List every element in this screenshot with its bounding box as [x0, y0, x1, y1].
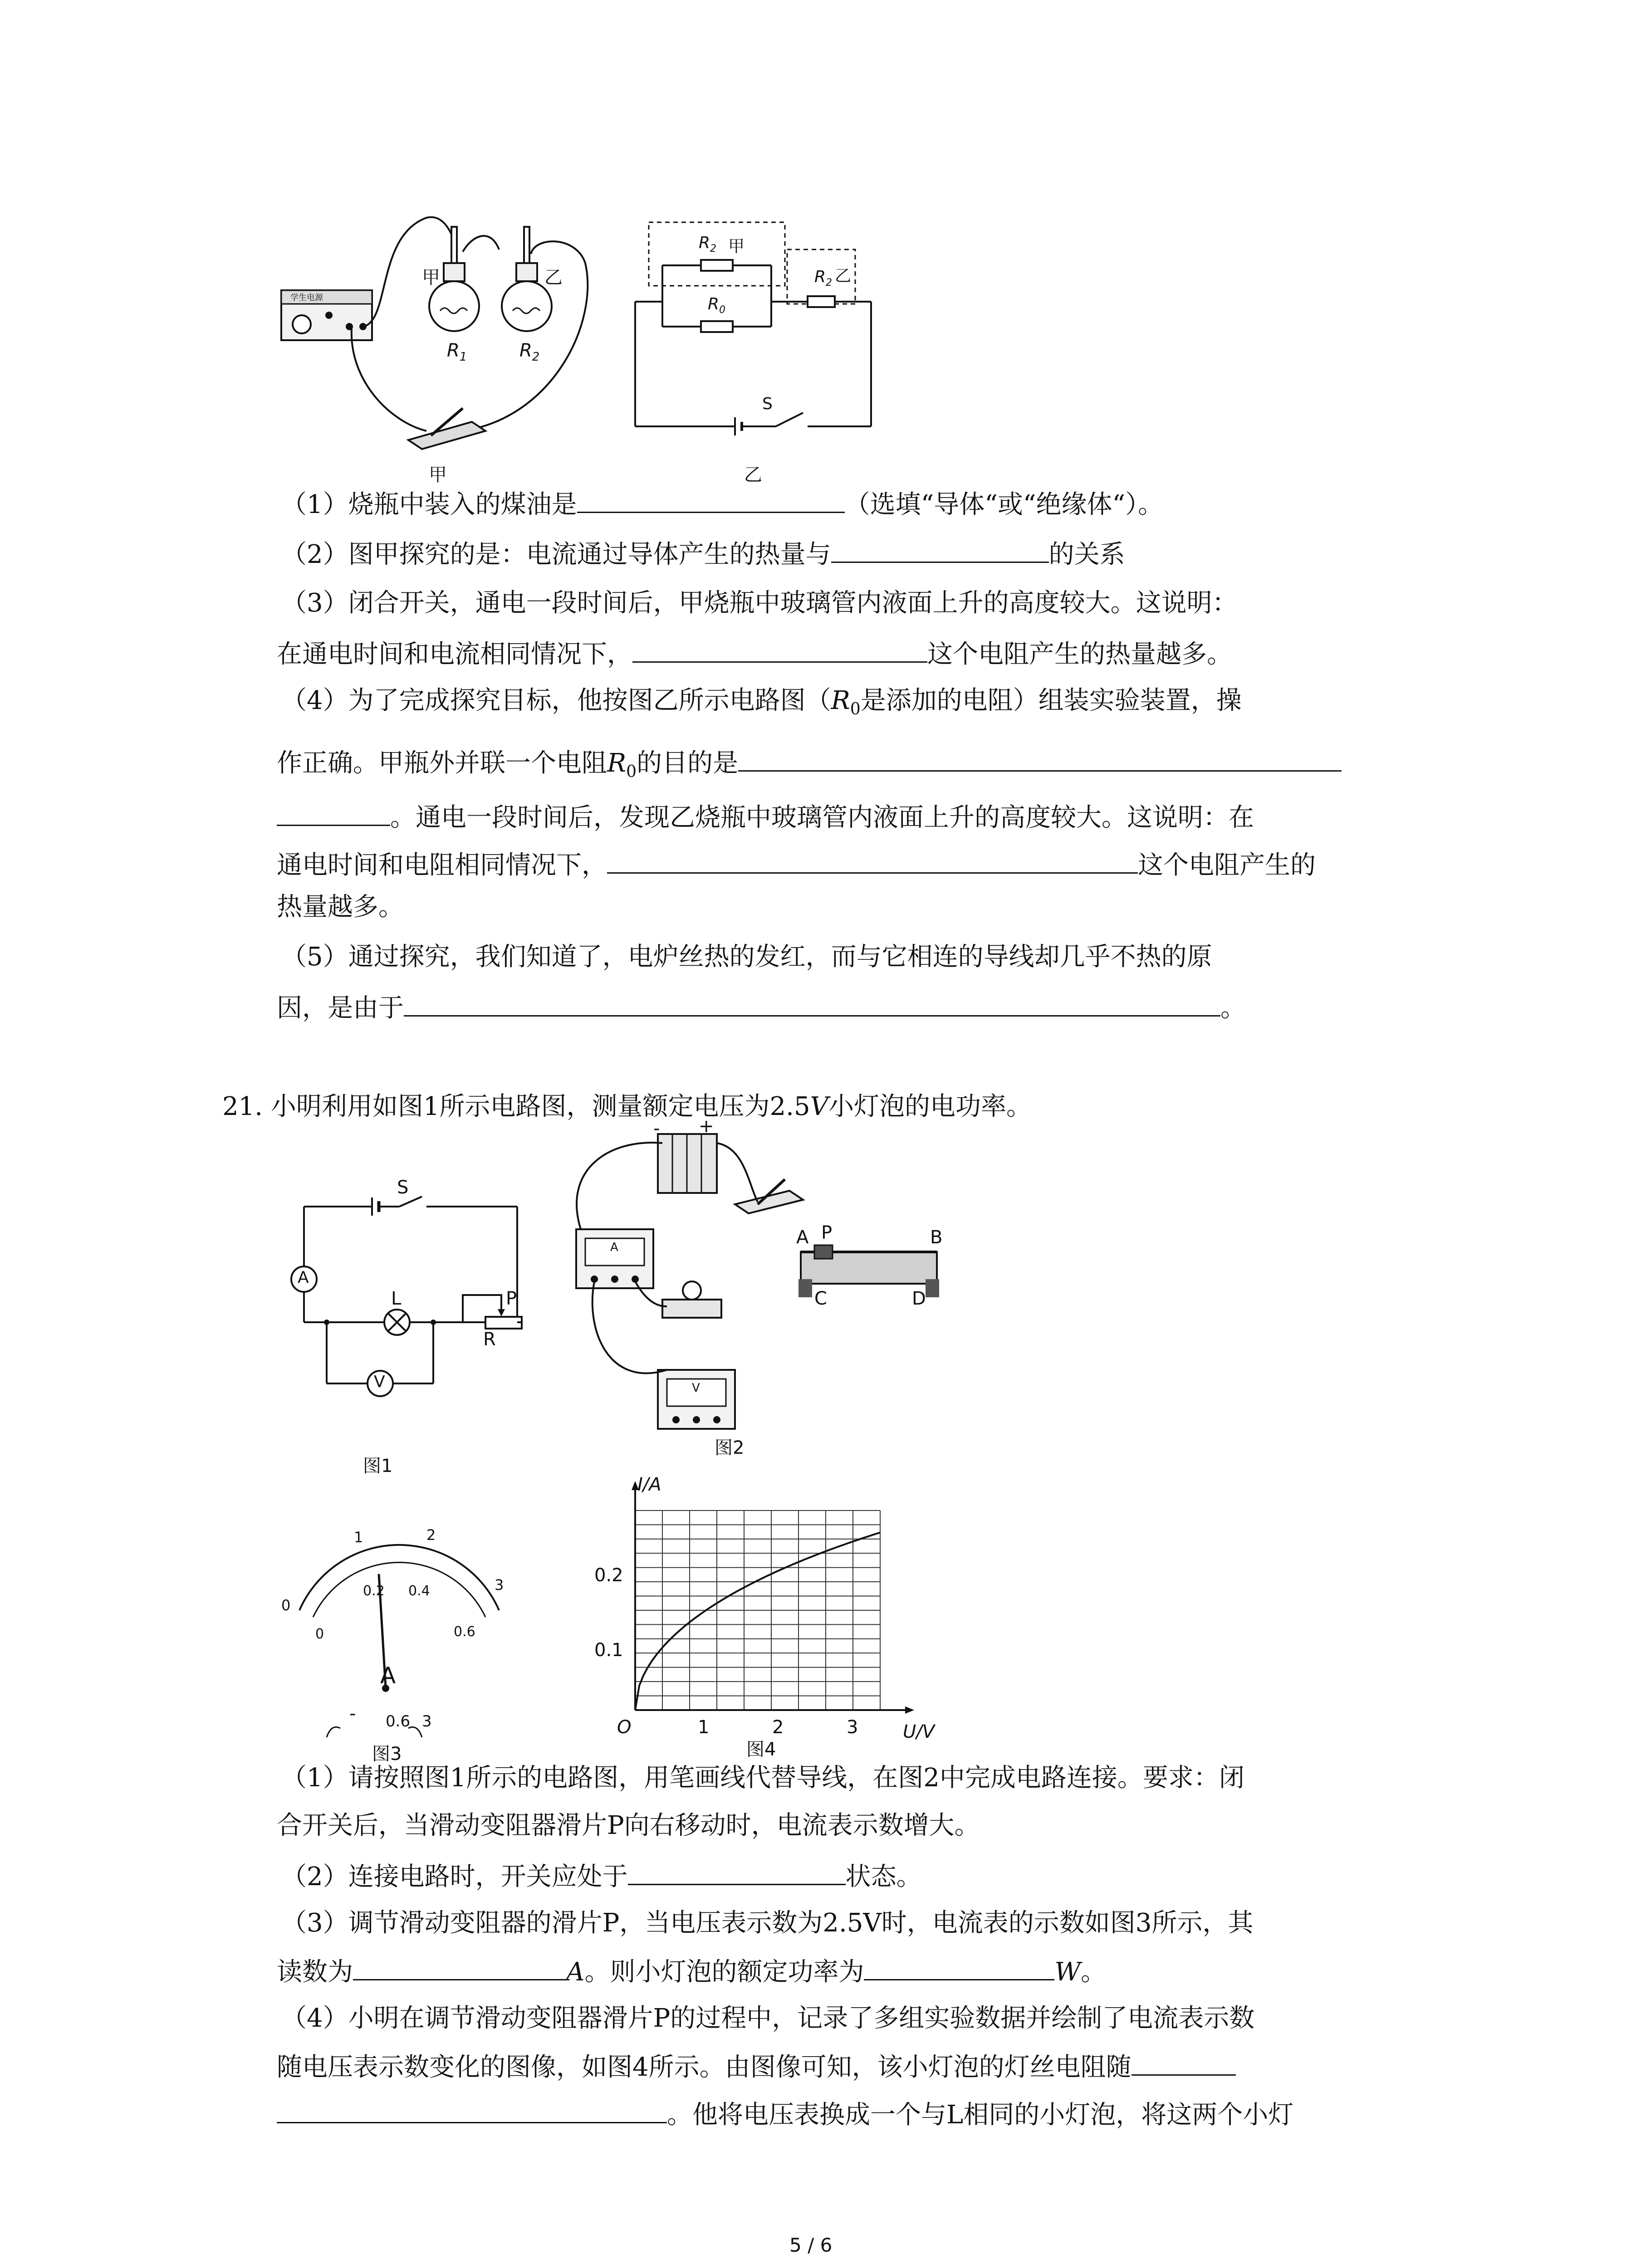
switch-s-label: S	[762, 395, 773, 413]
q20-p2: （2）图甲探究的是：电流通过导体产生的热量与 的关系	[281, 535, 1125, 573]
figure-1	[272, 1175, 554, 1483]
rheostat-r-label: R	[483, 1329, 496, 1350]
q20-p4-line4: 通电时间和电阻相同情况下， 这个电阻产生的	[277, 846, 1316, 884]
voltmeter-symbol: V	[374, 1373, 385, 1391]
q20-p3-line2: 在通电时间和电流相同情况下， 这个电阻产生的热量越多。	[277, 635, 1232, 673]
answer-blank[interactable]	[577, 485, 845, 513]
q20-p4-line5: 热量越多。	[277, 892, 404, 922]
r1-label: $R_1$	[447, 340, 467, 364]
figure-2	[554, 1116, 962, 1470]
q20-p3-line1: （3）闭合开关，通电一段时间后，甲烧瓶中玻璃管内液面上升的高度较大。这说明：	[281, 588, 1238, 618]
graph-xtick-1: 1	[698, 1717, 710, 1738]
answer-blank[interactable]	[831, 535, 1049, 563]
answer-blank[interactable]	[607, 846, 1138, 874]
figure-2-drawing	[554, 1116, 962, 1470]
terminal-06: 0.6	[386, 1712, 411, 1730]
r2-label: $R_2$	[519, 340, 540, 364]
rheostat-p-label: P	[821, 1222, 833, 1243]
dial-unit-a: A	[380, 1662, 396, 1689]
ammeter-face-label: A	[610, 1241, 618, 1254]
answer-blank[interactable]	[628, 1857, 846, 1885]
graph-xtick-3: 3	[847, 1717, 858, 1738]
x-axis-arrow	[905, 1706, 914, 1714]
battery-plus: +	[699, 1116, 714, 1137]
graph-ylabel: I/A	[637, 1474, 661, 1495]
slider-p-label: P	[506, 1288, 517, 1309]
figure-2-caption: 图2	[715, 1437, 745, 1458]
answer-blank[interactable]	[632, 635, 927, 663]
q21-p3-line2: 读数为 A。则小灯泡的额定功率为 W。	[277, 1953, 1106, 1990]
dial-tick-3: 3	[495, 1576, 504, 1593]
graph-ytick-02: 0.2	[594, 1565, 623, 1586]
figure-yi-drawing	[626, 218, 907, 490]
answer-blank[interactable]	[277, 2096, 667, 2123]
figure-yi-caption: 乙	[744, 464, 762, 485]
power-supply-label: 学生电源	[290, 293, 323, 303]
r2-yi-label: $R_2$	[814, 268, 833, 289]
page-number: 5 / 6	[789, 2234, 833, 2256]
dial-tick-1: 1	[354, 1529, 363, 1546]
rheostat-b-label: B	[930, 1227, 943, 1248]
iu-curve	[635, 1533, 880, 1710]
figure-3	[272, 1520, 526, 1765]
battery-minus: -	[653, 1118, 660, 1139]
figure-3-caption: 图3	[372, 1744, 402, 1765]
answer-blank[interactable]	[353, 1953, 566, 1980]
q21-p4-line2: 随电压表示数变化的图像，如图4所示。由图像可知，该小灯泡的灯丝电阻随	[277, 2048, 1236, 2086]
question-number: 21.	[222, 1092, 263, 1121]
q21-p1-line1: （1）请按照图1所示的电路图，用笔画线代替导线，在图2中完成电路连接。要求：闭	[281, 1763, 1244, 1793]
q21-p3-line1: （3）调节滑动变阻器的滑片P，当电压表示数为2.5V时，电流表的示数如图3所示，其	[281, 1908, 1254, 1938]
q20-p4-line1: （4）为了完成探究目标，他按图乙所示电路图（$R_0$是添加的电阻）组装实验装置，操	[281, 686, 1242, 719]
rheostat-d-label: D	[912, 1288, 926, 1309]
q20-p4-line2: 作正确。甲瓶外并联一个电阻$R_0$的目的是	[277, 744, 1342, 790]
answer-blank[interactable]	[864, 1953, 1054, 1980]
graph-ytick-01: 0.1	[594, 1640, 623, 1661]
answer-blank[interactable]	[404, 989, 1220, 1017]
rheostat-c-label: C	[814, 1288, 827, 1309]
q20-p5-line1: （5）通过探究，我们知道了，电炉丝热的发红，而与它相连的导线却几乎不热的原	[281, 942, 1212, 972]
q20-p1: （1）烧瓶中装入的煤油是 （选填“导体“或“绝缘体“）。	[281, 485, 1163, 523]
dial-inner-0: 0	[315, 1626, 324, 1642]
flask-jia-label: 甲	[422, 267, 440, 288]
q21-p2: （2）连接电路时，开关应处于 状态。	[281, 1857, 922, 1895]
q20-p5-line2: 因，是由于 。	[277, 989, 1246, 1026]
switch-s-label: S	[397, 1177, 409, 1198]
q21-p4-line3: 。他将电压表换成一个与L相同的小灯泡，将这两个小灯	[277, 2096, 1293, 2133]
dial-tick-0: 0	[281, 1597, 291, 1614]
q21-p4-line1: （4）小明在调节滑动变阻器滑片P的过程中，记录了多组实验数据并绘制了电流表示数	[281, 2004, 1255, 2033]
lamp-l-label: L	[391, 1288, 402, 1309]
figure-yi	[626, 218, 907, 490]
answer-blank[interactable]	[1132, 2048, 1236, 2076]
dial-inner-02: 0.2	[363, 1583, 385, 1599]
figure-jia-caption: 甲	[429, 464, 447, 485]
q20-p4-line3: 。通电一段时间后，发现乙烧瓶中玻璃管内液面上升的高度较大。这说明：在	[277, 798, 1254, 836]
figure-1-caption: 图1	[363, 1456, 393, 1476]
terminal-3: 3	[422, 1712, 432, 1730]
q21-stem: 21. 小明利用如图1所示电路图，测量额定电压为2.5V小灯泡的电功率。	[222, 1092, 1032, 1121]
dial-inner-04: 0.4	[408, 1583, 430, 1599]
figure-jia-drawing	[272, 209, 617, 490]
flask-yi-label: 乙	[544, 267, 563, 288]
jia-label: 甲	[728, 237, 745, 256]
ammeter-symbol: A	[298, 1268, 309, 1287]
terminal-minus: -	[349, 1703, 356, 1724]
yi-label: 乙	[835, 267, 852, 285]
figure-jia	[272, 209, 617, 490]
answer-blank[interactable]	[738, 744, 1342, 772]
figure-4-caption: 图4	[746, 1739, 776, 1760]
r2-jia-label: $R_2$	[699, 234, 717, 255]
dial-tick-2: 2	[426, 1526, 436, 1544]
graph-xtick-2: 2	[772, 1717, 784, 1738]
r0-label: $R_0$	[708, 295, 726, 316]
graph-origin: O	[617, 1717, 632, 1738]
rheostat-a-label: A	[796, 1227, 809, 1248]
q21-p1-line2: 合开关后，当滑动变阻器滑片P向右移动时，电流表示数增大。	[277, 1811, 980, 1840]
figure-1-drawing	[272, 1175, 554, 1483]
dial-inner-06: 0.6	[454, 1624, 475, 1640]
figure-4	[576, 1474, 975, 1765]
voltmeter-face-label: V	[692, 1381, 700, 1395]
graph-xlabel: U/V	[903, 1721, 935, 1742]
answer-blank[interactable]	[277, 798, 390, 826]
